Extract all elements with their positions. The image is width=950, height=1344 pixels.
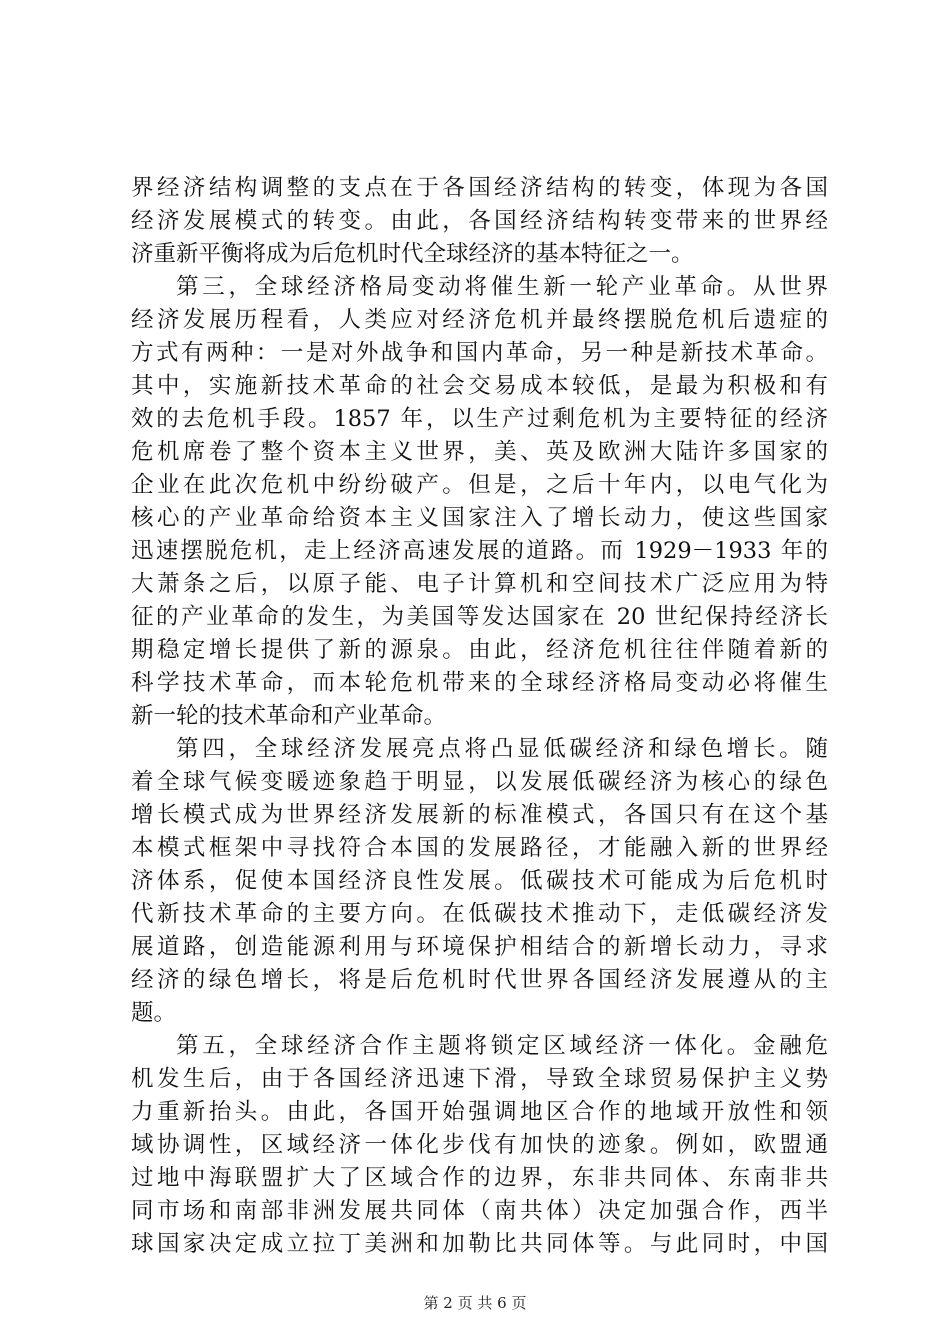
text-line: 新一轮的技术革命和产业革命。 xyxy=(131,703,447,729)
text-line: 其中，实施新技术革命的社会交易成本较低，是最为积极和有 xyxy=(131,373,828,399)
text-line: 经济的绿色增长，将是后危机时代世界各国经济发展遵从的主 xyxy=(131,967,828,993)
text-line: 济重新平衡将成为后危机时代全球经济的基本特征之一。 xyxy=(131,241,694,267)
text-line: 核心的产业革命给资本主义国家注入了增长动力，使这些国家 xyxy=(131,505,828,531)
text-line: 界经济结构调整的支点在于各国经济结构的转变，体现为各国 xyxy=(131,175,828,201)
text-line: 企业在此次危机中纷纷破产。但是，之后十年内，以电气化为 xyxy=(131,472,828,498)
text-line: 危机席卷了整个资本主义世界，美、英及欧洲大陆许多国家的 xyxy=(131,439,828,465)
text-line: 球国家决定成立拉丁美洲和加勒比共同体等。与此同时，中国 xyxy=(131,1231,828,1257)
text-line: 题。 xyxy=(131,1000,177,1026)
page-footer: 第 2 页 共 6 页 xyxy=(423,1294,527,1312)
text-line: 经济发展模式的转变。由此，各国经济结构转变带来的世界经 xyxy=(131,208,828,234)
text-line: 济体系，促使本国经济良性发展。低碳技术可能成为后危机时 xyxy=(131,868,828,894)
text-line: 着全球气候变暖迹象趋于明显，以发展低碳经济为核心的绿色 xyxy=(131,769,828,795)
text-line: 第四，全球经济发展亮点将凸显低碳经济和绿色增长。随 xyxy=(176,736,828,762)
document-body xyxy=(131,172,828,1261)
text-line: 机发生后，由于各国经济迅速下滑，导致全球贸易保护主义势 xyxy=(131,1066,828,1092)
text-line: 本模式框架中寻找符合本国的发展路径，才能融入新的世界经 xyxy=(131,835,828,861)
text-line: 过地中海联盟扩大了区域合作的边界，东非共同体、东南非共 xyxy=(131,1165,828,1191)
text-line: 展道路，创造能源利用与环境保护相结合的新增长动力，寻求 xyxy=(131,934,828,960)
text-line: 第五，全球经济合作主题将锁定区域经济一体化。金融危 xyxy=(176,1033,828,1059)
text-line: 大萧条之后，以原子能、电子计算机和空间技术广泛应用为特 xyxy=(131,571,828,597)
text-line: 效的去危机手段。1857 年，以生产过剩危机为主要特征的经济 xyxy=(131,406,828,432)
text-line: 经济发展历程看，人类应对经济危机并最终摆脱危机后遗症的 xyxy=(131,307,828,333)
text-line: 同市场和南部非洲发展共同体（南共体）决定加强合作，西半 xyxy=(131,1198,828,1224)
text-line: 方式有两种：一是对外战争和国内革命，另一种是新技术革命。 xyxy=(131,340,828,366)
text-line: 域协调性，区域经济一体化步伐有加快的迹象。例如，欧盟通 xyxy=(131,1132,828,1158)
text-line: 第三，全球经济格局变动将催生新一轮产业革命。从世界 xyxy=(176,274,828,300)
text-line: 期稳定增长提供了新的源泉。由此，经济危机往往伴随着新的 xyxy=(131,637,828,663)
text-line: 迅速摆脱危机，走上经济高速发展的道路。而 1929－1933 年的 xyxy=(131,538,828,564)
text-line: 增长模式成为世界经济发展新的标准模式，各国只有在这个基 xyxy=(131,802,828,828)
text-line: 征的产业革命的发生，为美国等发达国家在 20 世纪保持经济长 xyxy=(131,604,828,630)
text-line: 科学技术革命，而本轮危机带来的全球经济格局变动必将催生 xyxy=(131,670,828,696)
text-line: 代新技术革命的主要方向。在低碳技术推动下，走低碳经济发 xyxy=(131,901,828,927)
text-line: 力重新抬头。由此，各国开始强调地区合作的地域开放性和领 xyxy=(131,1099,828,1125)
